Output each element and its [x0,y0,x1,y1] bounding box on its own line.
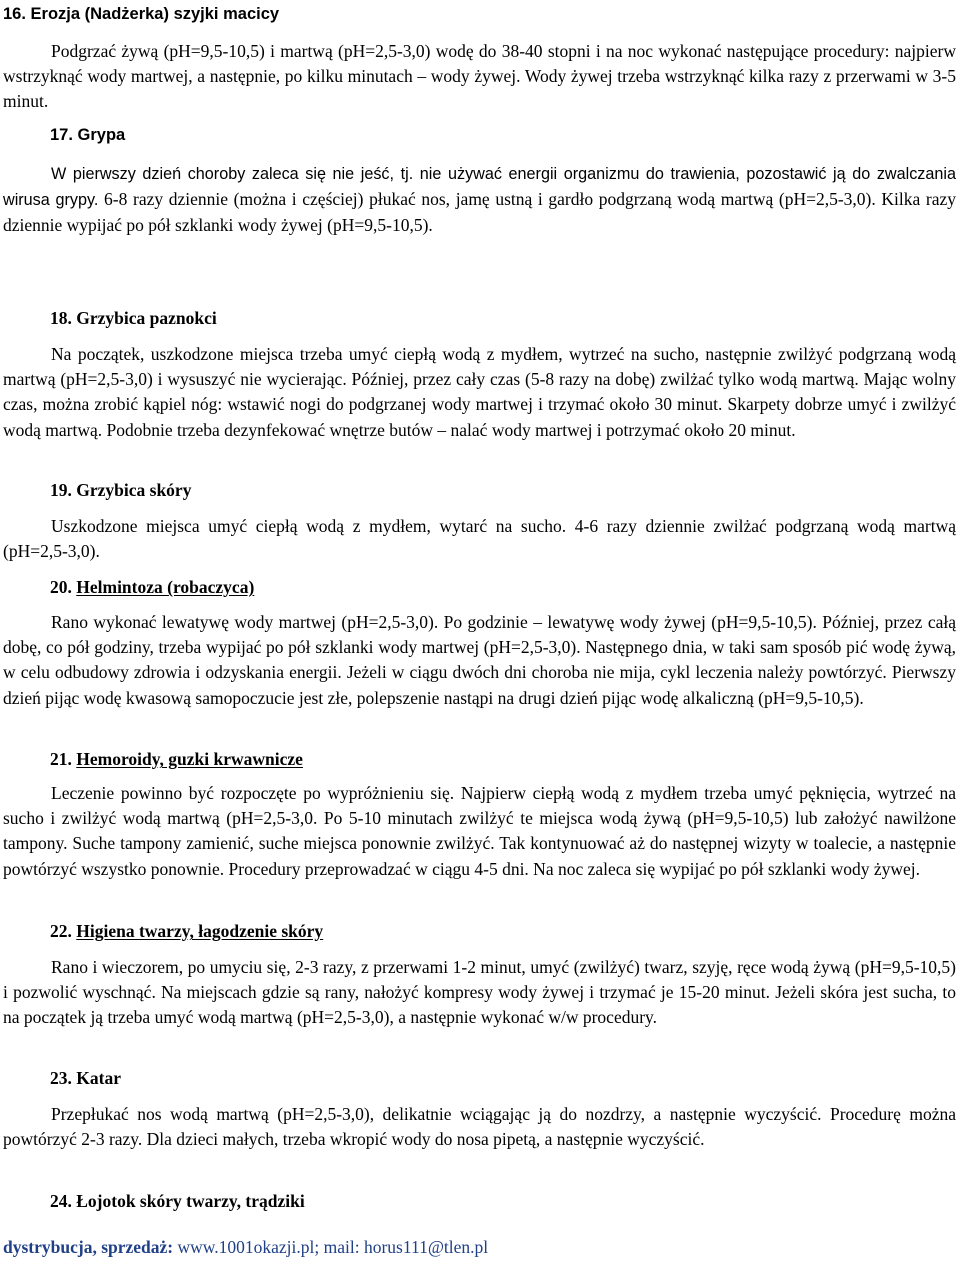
section-18-heading: 18. Grzybica paznokci [50,308,217,328]
footer-label: dystrybucja, sprzedaż: [3,1237,174,1257]
section-22-text: Rano i wieczorem, po umyciu się, 2-3 razy, z przerwami 1-2 minut, umyć (zwilżyć) twarz, szyję, ręce wodą żywą (pH=9,5-10,5) i pozwolić wyschnąć. Na miejscach gdzie są rany, nałożyć kompresy wody żywej i trzymać je 15-20 minut. Jeżeli skóra jest sucha, to na początek ją trzeba umyć wodą martwą (pH=2,5-3,0), a następnie wykonać w/w procedury. [3,957,956,1028]
page-footer [3,1236,488,1258]
section-18-text: Na początek, uszkodzone miejsca trzeba umyć ciepłą wodą z mydłem, wytrzeć na sucho, następnie zwilżyć podgrzaną wodą martwą (pH=2,5-3,0) i wysuszyć nie wycierając. Później, przez cały czas (5-8 razy na dobę) zwilżać tylko wodą martwą. Mając wolny czas, można zrobić kąpiel nóg: wstawić nogi do podgrzanej wody martwej i trzymać około 30 minut. Skarpety dobrze umyć i zwilżyć wodą martwą. Podobnie trzeba dezynfekować wnętrze butów – nalać wody martwej i potrzymać około 20 minut. [3,344,956,440]
section-17-text-b: 6-8 razy dziennie (można i częściej) płukać nos, jamę ustną i gardło podgrzaną wodą martwą (pH=2,5-3,0). Kilka razy dziennie wypijać po pół szklanki wody żywej (pH=9,5-10,5). [3,189,957,236]
section-20-number: 20. [50,577,72,597]
section-19-text: Uszkodzone miejsca umyć ciepłą wodą z mydłem, wytarć na sucho. 4-6 razy dziennie zwilżać podgrzaną wodą martwą (pH=2,5-3,0). [3,516,956,562]
section-19-heading: 19. Grzybica skóry [50,480,192,500]
section-16-text: Podgrzać żywą (pH=9,5-10,5) i martwą (pH=2,5-3,0) wodę do 38-40 stopni i na noc wykonać następujące procedury: najpierw wstrzyknąć wody martwej, a następnie, po kilku minutach – wody żywej. Wody żywej trzeba wstrzyknąć kilka razy z przerwami w 3-5 minut. [3,41,956,112]
section-23-heading: 23. Katar [50,1068,121,1088]
section-23-text: Przepłukać nos wodą martwą (pH=2,5-3,0), delikatnie wciągając ją do nozdrzy, a następnie wyczyścić. Procedurę można powtórzyć 2-3 razy. Dla dzieci małych, trzeba wkropić wody do nosa pipetą, a następnie wyczyścić. [3,1104,956,1150]
section-17-text-a: W pierwszy dzień choroby zaleca się nie jeść, tj. nie używać energii organizmu do trawienia, pozostawić ją do zwalczania wirusa grypy. [3,165,956,210]
section-22-title: Higiena twarzy, łagodzenie skóry [76,921,324,941]
section-21-number: 21. [50,749,72,769]
section-24-heading: 24. Łojotok skóry twarzy, trądziki [50,1191,305,1211]
section-22-heading [50,920,323,942]
section-20-heading [50,576,254,598]
section-17-text [3,161,956,239]
section-20-text: Rano wykonać lewatywę wody martwej (pH=2,5-3,0). Po godzinie – lewatywę wody żywej (pH=9,5-10,5). Później, przez całą dobę, co pół godziny, trzeba wypijać po pół szklanki wody martwej (pH=2,5-3,0). Następnego dnia, w taki sam sposób pić wodę żywą, w celu odbudowy zdrowia i odzyskania energii. Jeżeli w ciągu dwóch dni choroba nie mija, cykl leczenia należy powtórzyć. Pierwszy dzień pijąc wodę kwasową samopoczucie jest złe, polepszenie nastąpi na drugi dzień pijąc wodę alkaliczną (pH=9,5-10,5). [3,612,956,708]
section-20-title: Helmintoza (robaczyca) [76,577,255,597]
section-17-heading: 17. Grypa [50,126,126,144]
section-16-heading: 16. Erozja (Nadżerka) szyjki macicy [3,5,280,23]
section-22-number: 22. [50,921,72,941]
section-21-title: Hemoroidy, guzki krwawnicze [76,749,303,769]
footer-contact[interactable]: www.1001okazji.pl; mail: horus111@tlen.pl [173,1237,489,1257]
section-21-heading [50,748,303,770]
section-21-text: Leczenie powinno być rozpoczęte po wypróżnieniu się. Najpierw ciepłą wodą z mydłem trzeba umyć pęknięcia, wytrzeć na sucho i zwilżyć wodą martwą (pH=2,5-3,0. Po 5-10 minutach zwilżyć te miejsca wodą żywą (pH=9,5-10,5) lub założyć nawilżone tampony. Suche tampony zamienić, suche miejsca ponownie zwilżyć. Tak kontynuować aż do następnej wizyty w toalecie, a następnie powtórzyć wszystko ponownie. Procedury przeprowadzać w ciągu 4-5 dni. Na noc zaleca się wypijać po pół szklanki wody żywej. [3,783,956,879]
